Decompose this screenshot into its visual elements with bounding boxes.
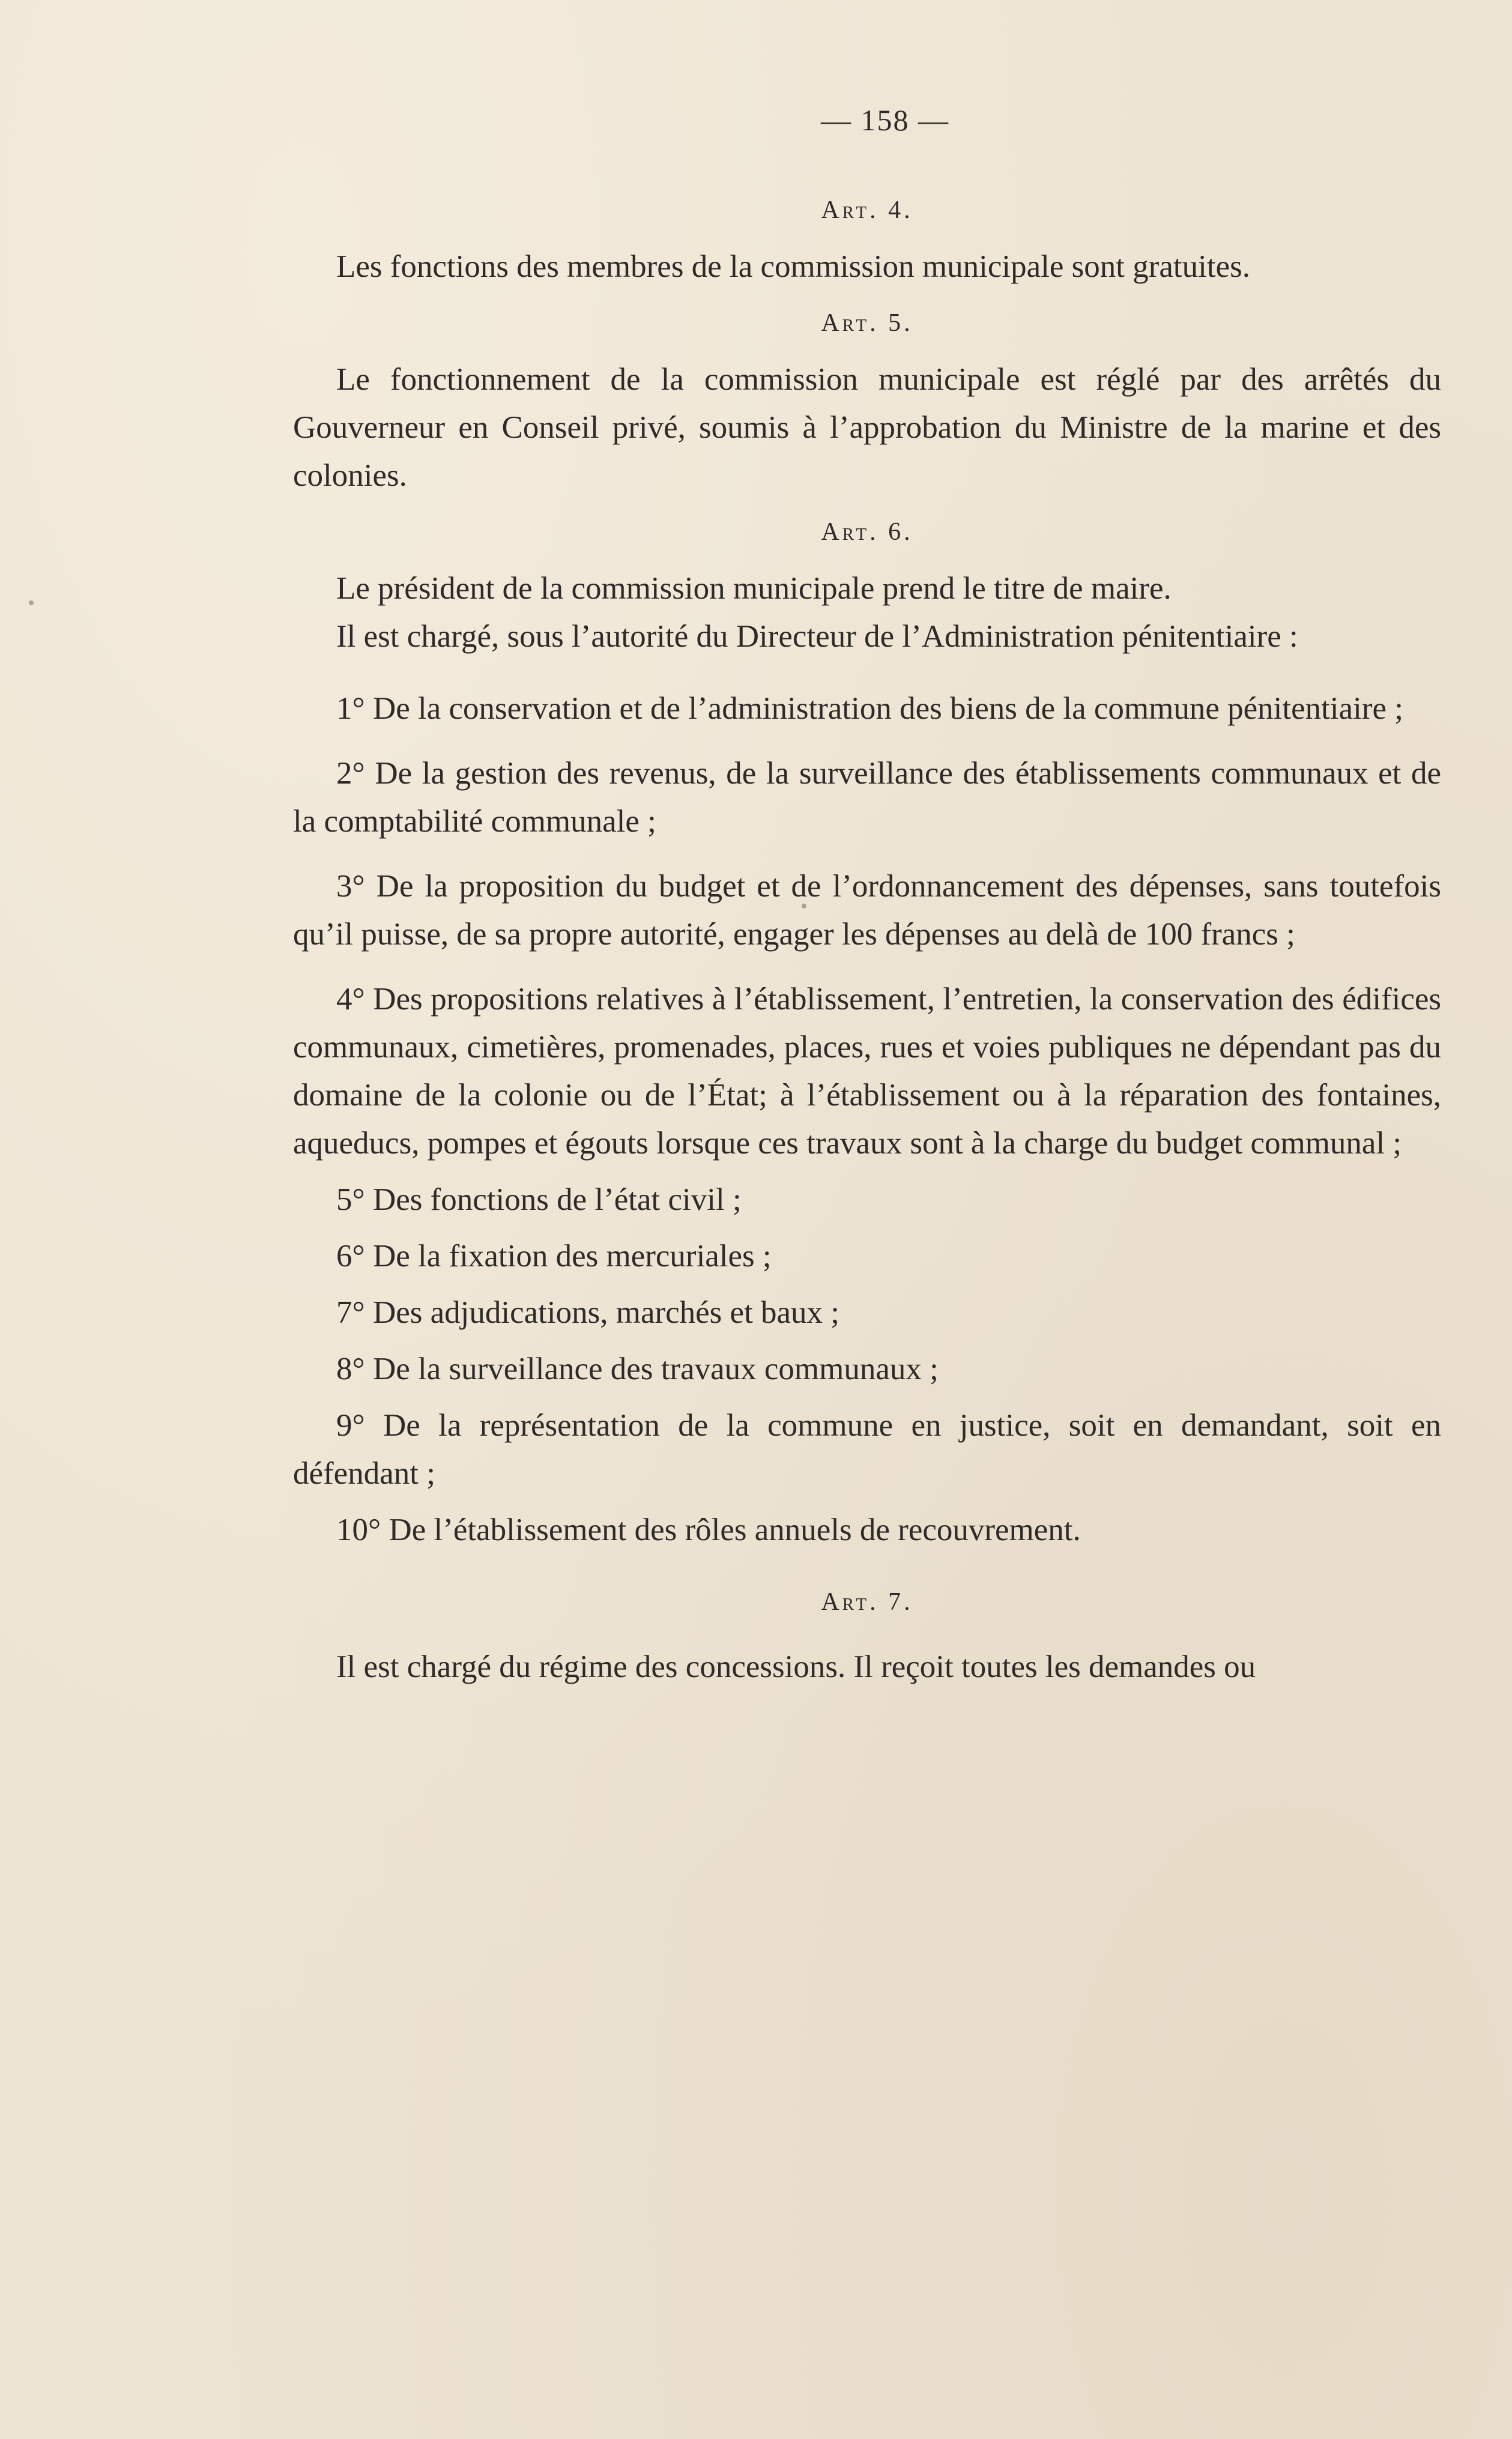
- list-item-3: 3° De la proposition du budget et de l’ordonnancement des dépenses, sans toutefois qu’il puisse, de sa propre autorité, engager les dépenses au delà de 100 francs ;: [293, 869, 1441, 952]
- list-item-8: 8° De la surveillance des travaux communaux ;: [336, 1352, 939, 1386]
- list-item-4: 4° Des propositions relatives à l’établissement, l’entretien, la conservation des édifices communaux, cimetières, promenades, places, rues et voies publiques ne dépendant pas du domaine de la colonie ou de l’État; à l’établissement ou à la réparation des fontaines, aqueducs, pompes et égouts lorsque ces travaux sont à la charge du budget communal ;: [293, 982, 1441, 1161]
- article-heading-7: Art. 7.: [821, 1588, 913, 1616]
- article-6-paragraph: Il est chargé, sous l’autorité du Directeur de l’Administration pénitentiaire :: [336, 619, 1298, 654]
- article-5-paragraph: Le fonctionnement de la commission municipale est réglé par des arrêtés du Gouverneur en Conseil privé, soumis à l’approbation du Ministre de la marine et des colonies.: [293, 362, 1441, 493]
- page-number: — 158 —: [821, 103, 949, 137]
- article-7-paragraph: Il est chargé du régime des concessions. Il reçoit toutes les demandes ou: [336, 1649, 1256, 1684]
- article-4-paragraph: Les fonctions des membres de la commission municipale sont gratuites.: [336, 249, 1250, 284]
- list-item-2: 2° De la gestion des revenus, de la surveillance des établissements communaux et de la comptabilité communale ;: [293, 756, 1441, 839]
- article-6-paragraph: Le président de la commission municipale prend le titre de maire.: [336, 571, 1172, 606]
- article-heading-6: Art. 6.: [821, 518, 913, 546]
- paper-speck: [29, 600, 34, 605]
- list-item-7: 7° Des adjudications, marchés et baux ;: [336, 1295, 840, 1330]
- list-item-10: 10° De l’établissement des rôles annuels de recouvrement.: [336, 1513, 1081, 1547]
- page-text: [293, 96, 1441, 1691]
- list-item-6: 6° De la fixation des mercuriales ;: [336, 1239, 772, 1274]
- article-heading-5: Art. 5.: [821, 309, 913, 337]
- list-item-1: 1° De la conservation et de l’administration des biens de la commune pénitentiaire ;: [336, 691, 1404, 726]
- article-heading-4: Art. 4.: [821, 196, 913, 224]
- list-item-5: 5° Des fonctions de l’état civil ;: [336, 1182, 742, 1217]
- list-item-9: 9° De la représentation de la commune en justice, soit en demandant, soit en défendant ;: [293, 1408, 1441, 1491]
